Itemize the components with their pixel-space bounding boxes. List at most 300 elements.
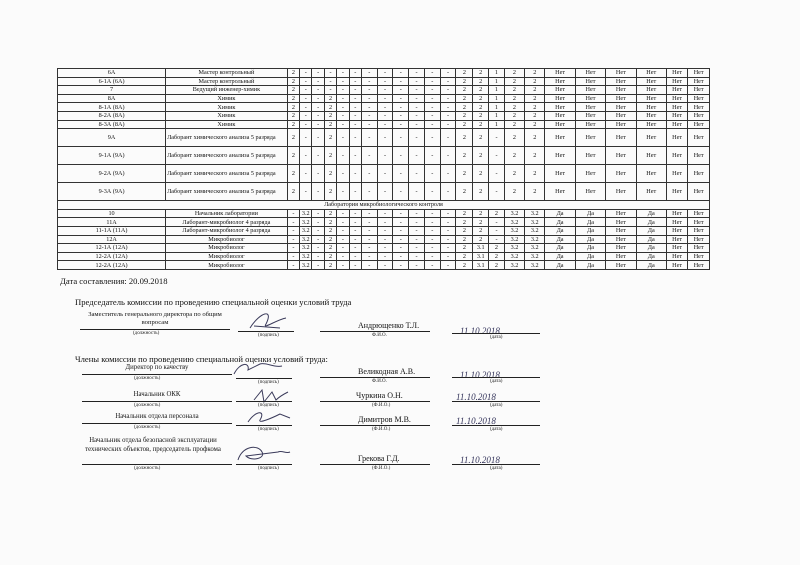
- member-3-name-line: [320, 425, 430, 426]
- row-number-cell: 8-2А (8А): [58, 111, 166, 120]
- job-title-cell: Мастер контрольный: [166, 69, 288, 78]
- value-cell: -: [440, 226, 456, 235]
- value-cell: -: [393, 94, 409, 103]
- value-cell: -: [377, 77, 393, 86]
- job-title-cell: Лаборант химического анализа 5 разряда: [166, 129, 288, 147]
- value-cell: Нет: [666, 244, 687, 253]
- value-cell: -: [393, 111, 409, 120]
- job-title-cell: Ведущий инженер-химик: [166, 86, 288, 95]
- value-cell: Нет: [688, 103, 710, 112]
- value-cell: -: [349, 165, 361, 183]
- value-cell: -: [440, 77, 456, 86]
- value-cell: Нет: [636, 103, 666, 112]
- table-row: [58, 235, 710, 244]
- member-2-name: Чуркина О.Н.: [356, 391, 403, 400]
- value-cell: Нет: [606, 69, 636, 78]
- value-cell: Нет: [545, 120, 575, 129]
- value-cell: -: [440, 165, 456, 183]
- row-number-cell: 12А: [58, 235, 166, 244]
- value-cell: Нет: [545, 86, 575, 95]
- value-cell: -: [312, 226, 324, 235]
- value-cell: -: [489, 235, 505, 244]
- value-cell: -: [361, 235, 377, 244]
- value-cell: -: [312, 261, 324, 270]
- value-cell: -: [337, 77, 349, 86]
- member-2-signature-line: [236, 401, 292, 402]
- value-cell: Нет: [688, 129, 710, 147]
- chairman-signature-caption: (подпись): [258, 333, 279, 338]
- value-cell: -: [409, 226, 425, 235]
- member-1-date-line: [452, 377, 540, 378]
- value-cell: -: [361, 218, 377, 227]
- member-3-name: Димитров М.В.: [358, 415, 411, 424]
- value-cell: Нет: [575, 94, 605, 103]
- value-cell: 2: [456, 129, 473, 147]
- value-cell: 3.1: [473, 252, 489, 261]
- value-cell: Нет: [688, 183, 710, 201]
- value-cell: -: [409, 103, 425, 112]
- value-cell: 2: [456, 86, 473, 95]
- value-cell: Нет: [666, 77, 687, 86]
- value-cell: -: [349, 103, 361, 112]
- member-3-signature-line: [236, 425, 292, 426]
- value-cell: 1: [489, 86, 505, 95]
- chairman-date-caption: (дата): [490, 335, 503, 340]
- value-cell: 2: [489, 261, 505, 270]
- value-cell: 2: [525, 86, 545, 95]
- value-cell: -: [377, 183, 393, 201]
- value-cell: -: [424, 147, 440, 165]
- value-cell: 2: [324, 94, 336, 103]
- value-cell: 1: [489, 103, 505, 112]
- chairman-position-caption: (должность): [133, 331, 160, 336]
- section-title: Лаборатория микробиологического контроля: [58, 201, 710, 210]
- value-cell: 2: [456, 147, 473, 165]
- value-cell: 2: [456, 183, 473, 201]
- value-cell: Нет: [606, 244, 636, 253]
- value-cell: 2: [473, 218, 489, 227]
- value-cell: -: [489, 129, 505, 147]
- value-cell: 1: [489, 69, 505, 78]
- value-cell: 2: [287, 111, 299, 120]
- job-title-cell: Микробиолог: [166, 252, 288, 261]
- value-cell: 2: [473, 69, 489, 78]
- member-1-position-caption: (должность): [134, 376, 161, 381]
- chairman-date-line: [452, 333, 540, 334]
- value-cell: 2: [287, 86, 299, 95]
- member-1-signature-line: [236, 378, 292, 379]
- value-cell: -: [409, 129, 425, 147]
- value-cell: 3.2: [525, 261, 545, 270]
- value-cell: Нет: [688, 252, 710, 261]
- value-cell: -: [424, 209, 440, 218]
- value-cell: 2: [324, 244, 336, 253]
- value-cell: -: [409, 86, 425, 95]
- value-cell: Нет: [636, 129, 666, 147]
- value-cell: 2: [525, 147, 545, 165]
- member-2-date-caption: (дата): [490, 403, 503, 408]
- value-cell: Нет: [606, 261, 636, 270]
- value-cell: -: [377, 226, 393, 235]
- value-cell: -: [312, 120, 324, 129]
- value-cell: 3.2: [525, 209, 545, 218]
- value-cell: Нет: [606, 120, 636, 129]
- value-cell: -: [361, 165, 377, 183]
- value-cell: -: [440, 111, 456, 120]
- value-cell: 2: [504, 103, 524, 112]
- value-cell: -: [300, 147, 312, 165]
- value-cell: 3.2: [300, 226, 312, 235]
- value-cell: Да: [545, 209, 575, 218]
- value-cell: Да: [575, 226, 605, 235]
- value-cell: Нет: [575, 86, 605, 95]
- value-cell: -: [409, 235, 425, 244]
- value-cell: 2: [456, 235, 473, 244]
- value-cell: Нет: [666, 226, 687, 235]
- value-cell: Да: [636, 252, 666, 261]
- value-cell: -: [377, 235, 393, 244]
- job-title-cell: Лаборант химического анализа 5 разряда: [166, 165, 288, 183]
- value-cell: Нет: [688, 120, 710, 129]
- value-cell: Нет: [666, 165, 687, 183]
- member-2-name-caption: (Ф.И.О.): [372, 403, 391, 408]
- value-cell: -: [287, 235, 299, 244]
- value-cell: Да: [636, 244, 666, 253]
- value-cell: -: [424, 111, 440, 120]
- value-cell: 2: [525, 165, 545, 183]
- job-title-cell: Микробиолог: [166, 261, 288, 270]
- value-cell: -: [393, 235, 409, 244]
- value-cell: -: [300, 77, 312, 86]
- value-cell: -: [424, 86, 440, 95]
- table-row: [58, 103, 710, 112]
- value-cell: Да: [636, 218, 666, 227]
- member-3-name-caption: (Ф.И.О.): [372, 427, 391, 432]
- value-cell: -: [424, 165, 440, 183]
- member-2-signature-caption: (подпись): [258, 403, 279, 408]
- value-cell: Нет: [606, 235, 636, 244]
- value-cell: -: [312, 129, 324, 147]
- value-cell: -: [409, 111, 425, 120]
- value-cell: 2: [287, 183, 299, 201]
- member-1-name-caption: Ф.И.О.: [372, 379, 387, 384]
- value-cell: -: [440, 252, 456, 261]
- member-3-position-line: [82, 423, 232, 424]
- value-cell: -: [337, 183, 349, 201]
- value-cell: -: [377, 147, 393, 165]
- value-cell: 2: [473, 209, 489, 218]
- value-cell: 3.1: [473, 261, 489, 270]
- row-number-cell: 10: [58, 209, 166, 218]
- value-cell: -: [424, 129, 440, 147]
- value-cell: 2: [525, 69, 545, 78]
- member-2-position: Начальник ОКК: [133, 391, 181, 398]
- value-cell: -: [393, 226, 409, 235]
- value-cell: 2: [456, 252, 473, 261]
- value-cell: -: [489, 165, 505, 183]
- value-cell: Нет: [666, 261, 687, 270]
- value-cell: -: [312, 77, 324, 86]
- chairman-name-line: [320, 331, 430, 332]
- chairman-name-caption: Ф.И.О.: [372, 333, 387, 338]
- value-cell: Нет: [636, 183, 666, 201]
- value-cell: -: [337, 120, 349, 129]
- value-cell: -: [349, 218, 361, 227]
- value-cell: 2: [473, 226, 489, 235]
- value-cell: -: [312, 147, 324, 165]
- value-cell: Нет: [666, 218, 687, 227]
- value-cell: -: [377, 165, 393, 183]
- value-cell: 3.2: [504, 261, 524, 270]
- value-cell: 2: [473, 94, 489, 103]
- job-title-cell: Химик: [166, 120, 288, 129]
- value-cell: 2: [456, 94, 473, 103]
- value-cell: Нет: [636, 111, 666, 120]
- value-cell: -: [377, 86, 393, 95]
- value-cell: Нет: [545, 183, 575, 201]
- value-cell: Нет: [545, 103, 575, 112]
- value-cell: Нет: [666, 120, 687, 129]
- value-cell: -: [440, 209, 456, 218]
- value-cell: Нет: [575, 103, 605, 112]
- member-2-position-line: [82, 401, 232, 402]
- value-cell: -: [424, 261, 440, 270]
- chairman-signature: [246, 310, 296, 334]
- value-cell: 3.2: [300, 235, 312, 244]
- table-row: [58, 111, 710, 120]
- table-row: [58, 218, 710, 227]
- job-title-cell: Микробиолог: [166, 244, 288, 253]
- value-cell: Нет: [688, 165, 710, 183]
- value-cell: Нет: [688, 147, 710, 165]
- value-cell: -: [287, 261, 299, 270]
- value-cell: 3.2: [504, 218, 524, 227]
- value-cell: -: [393, 218, 409, 227]
- value-cell: -: [409, 69, 425, 78]
- member-1-signature-caption: (подпись): [258, 380, 279, 385]
- value-cell: Да: [636, 226, 666, 235]
- job-title-cell: Лаборант-микробиолог 4 разряда: [166, 218, 288, 227]
- value-cell: 2: [525, 120, 545, 129]
- value-cell: -: [424, 218, 440, 227]
- row-number-cell: 9-2А (9А): [58, 165, 166, 183]
- member-4-position-caption: (должность): [134, 466, 161, 471]
- value-cell: -: [440, 129, 456, 147]
- value-cell: -: [300, 86, 312, 95]
- value-cell: -: [409, 120, 425, 129]
- value-cell: -: [393, 69, 409, 78]
- member-3-position-caption: (должность): [134, 425, 161, 430]
- chairman-position: Заместитель генерального директора по общим вопросам: [88, 311, 222, 326]
- value-cell: 2: [473, 129, 489, 147]
- member-2-position-caption: (должность): [134, 403, 161, 408]
- value-cell: -: [440, 183, 456, 201]
- value-cell: -: [300, 183, 312, 201]
- value-cell: -: [287, 209, 299, 218]
- value-cell: 3.1: [473, 244, 489, 253]
- job-title-cell: Микробиолог: [166, 235, 288, 244]
- value-cell: Нет: [688, 111, 710, 120]
- member-4-position-line: [82, 464, 232, 465]
- value-cell: -: [324, 77, 336, 86]
- value-cell: Нет: [636, 94, 666, 103]
- value-cell: 2: [473, 183, 489, 201]
- value-cell: -: [349, 129, 361, 147]
- value-cell: -: [337, 165, 349, 183]
- value-cell: -: [312, 252, 324, 261]
- value-cell: 2: [456, 209, 473, 218]
- value-cell: -: [393, 165, 409, 183]
- value-cell: -: [424, 103, 440, 112]
- member-4-date-caption: (дата): [490, 466, 503, 471]
- section-header-row: [58, 201, 710, 210]
- value-cell: -: [377, 209, 393, 218]
- value-cell: Нет: [545, 129, 575, 147]
- row-number-cell: 8-1А (8А): [58, 103, 166, 112]
- value-cell: Нет: [666, 183, 687, 201]
- member-1-name: Великодная А.В.: [358, 367, 416, 376]
- table-row: [58, 252, 710, 261]
- value-cell: -: [337, 129, 349, 147]
- value-cell: 2: [504, 94, 524, 103]
- table-row: [58, 69, 710, 78]
- member-4-position: Начальник отдела безопасной эксплуатации технических объектов, председатель профкома: [85, 437, 221, 453]
- member-3-date: 11.10.2018: [456, 416, 496, 426]
- value-cell: 2: [287, 69, 299, 78]
- value-cell: -: [361, 69, 377, 78]
- value-cell: -: [393, 183, 409, 201]
- value-cell: -: [409, 77, 425, 86]
- value-cell: -: [349, 235, 361, 244]
- value-cell: -: [300, 103, 312, 112]
- value-cell: 2: [525, 129, 545, 147]
- value-cell: 2: [473, 120, 489, 129]
- value-cell: Нет: [666, 111, 687, 120]
- assessment-table: [57, 68, 710, 270]
- value-cell: -: [440, 244, 456, 253]
- table-row: [58, 147, 710, 165]
- value-cell: 3.2: [300, 261, 312, 270]
- value-cell: -: [424, 252, 440, 261]
- value-cell: -: [361, 77, 377, 86]
- value-cell: Нет: [666, 147, 687, 165]
- member-4-name-caption: (Ф.И.О.): [372, 466, 391, 471]
- chairman-name: Андрющенко Т.Л.: [358, 321, 420, 330]
- value-cell: Да: [575, 209, 605, 218]
- value-cell: -: [440, 261, 456, 270]
- value-cell: 2: [456, 111, 473, 120]
- value-cell: 3.2: [504, 209, 524, 218]
- value-cell: -: [300, 69, 312, 78]
- value-cell: -: [349, 77, 361, 86]
- value-cell: -: [489, 218, 505, 227]
- value-cell: 1: [489, 77, 505, 86]
- value-cell: 2: [504, 77, 524, 86]
- value-cell: -: [440, 86, 456, 95]
- value-cell: -: [424, 120, 440, 129]
- value-cell: -: [361, 261, 377, 270]
- value-cell: -: [287, 244, 299, 253]
- value-cell: 2: [504, 86, 524, 95]
- value-cell: 2: [456, 244, 473, 253]
- value-cell: -: [409, 183, 425, 201]
- value-cell: Нет: [575, 165, 605, 183]
- compilation-date: Дата составления: 20.09.2018: [60, 276, 168, 286]
- value-cell: -: [337, 226, 349, 235]
- member-4-date: 11.10.2018: [460, 455, 500, 465]
- value-cell: 2: [473, 235, 489, 244]
- value-cell: 3.2: [300, 252, 312, 261]
- value-cell: Нет: [688, 235, 710, 244]
- value-cell: Нет: [688, 261, 710, 270]
- value-cell: 2: [324, 165, 336, 183]
- member-4-signature-line: [236, 464, 292, 465]
- value-cell: -: [361, 244, 377, 253]
- value-cell: -: [440, 69, 456, 78]
- job-title-cell: Лаборант химического анализа 5 разряда: [166, 183, 288, 201]
- value-cell: -: [337, 111, 349, 120]
- row-number-cell: 12-2А (12А): [58, 261, 166, 270]
- row-number-cell: 11-1А (11А): [58, 226, 166, 235]
- value-cell: 1: [489, 120, 505, 129]
- value-cell: Да: [545, 252, 575, 261]
- value-cell: 2: [287, 129, 299, 147]
- value-cell: Нет: [636, 86, 666, 95]
- value-cell: 2: [287, 165, 299, 183]
- value-cell: -: [440, 120, 456, 129]
- value-cell: Нет: [688, 218, 710, 227]
- value-cell: -: [361, 209, 377, 218]
- value-cell: 3.2: [504, 244, 524, 253]
- value-cell: -: [377, 261, 393, 270]
- value-cell: -: [393, 261, 409, 270]
- value-cell: -: [337, 235, 349, 244]
- value-cell: Да: [545, 226, 575, 235]
- value-cell: -: [324, 69, 336, 78]
- value-cell: -: [312, 103, 324, 112]
- value-cell: 2: [287, 147, 299, 165]
- value-cell: 2: [456, 77, 473, 86]
- value-cell: -: [440, 147, 456, 165]
- value-cell: Да: [545, 244, 575, 253]
- value-cell: -: [409, 165, 425, 183]
- member-4-date-line: [452, 464, 540, 465]
- value-cell: Нет: [688, 77, 710, 86]
- value-cell: Нет: [636, 120, 666, 129]
- value-cell: Да: [575, 235, 605, 244]
- value-cell: -: [440, 94, 456, 103]
- value-cell: -: [361, 103, 377, 112]
- value-cell: -: [424, 94, 440, 103]
- value-cell: -: [361, 183, 377, 201]
- row-number-cell: 12-2А (12А): [58, 252, 166, 261]
- value-cell: -: [312, 218, 324, 227]
- value-cell: 2: [324, 252, 336, 261]
- member-1-date: 11.10.2018: [460, 370, 500, 380]
- member-2-date: 11.10.2018: [456, 392, 496, 402]
- row-number-cell: 9-1А (9А): [58, 147, 166, 165]
- value-cell: -: [337, 252, 349, 261]
- value-cell: -: [349, 226, 361, 235]
- value-cell: 2: [456, 165, 473, 183]
- value-cell: -: [409, 94, 425, 103]
- value-cell: Да: [545, 235, 575, 244]
- value-cell: 2: [287, 103, 299, 112]
- value-cell: 2: [324, 218, 336, 227]
- value-cell: 2: [473, 77, 489, 86]
- value-cell: 2: [525, 94, 545, 103]
- value-cell: Нет: [606, 129, 636, 147]
